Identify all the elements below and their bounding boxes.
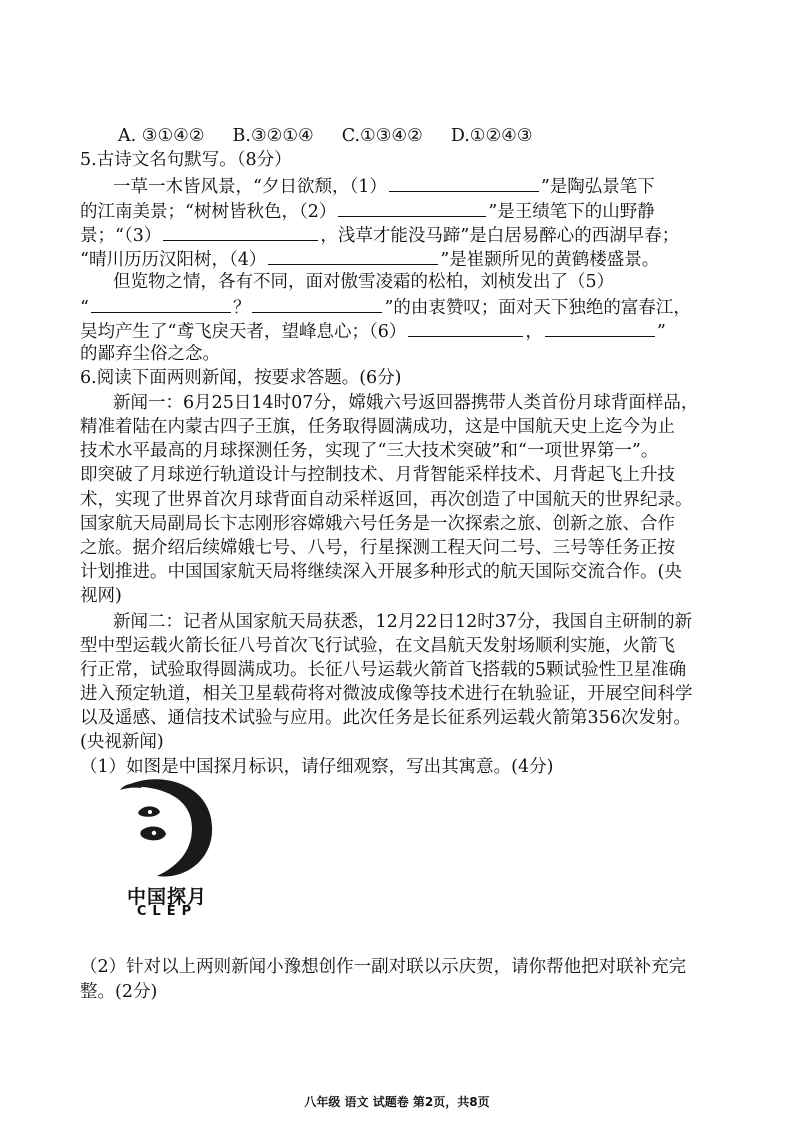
- q5-line8: 的鄙弃尘俗之念。: [80, 344, 220, 364]
- q6-title: 6.阅读下面两则新闻，按要求答题。(6分): [80, 368, 402, 388]
- page-footer: 八年级 语文 试题卷 第2页，共8页: [304, 1095, 490, 1109]
- q4-option-a: A. ③①④②: [118, 126, 205, 146]
- q5-title: 5.古诗文名句默写。（8分）: [80, 150, 292, 170]
- news1-line: 术，实现了世界首次月球背面自动采样返回，再次创造了中国航天的世界纪录。: [80, 490, 693, 510]
- answer-blank-5a[interactable]: [91, 294, 231, 313]
- news1-line: 视网): [80, 586, 122, 606]
- q5-line6: “ ？ ”的由衷赞叹；面对天下独绝的富春江，: [80, 294, 730, 320]
- answer-blank-6a[interactable]: [408, 318, 523, 337]
- q6-sub2-line2: 整。(2分): [80, 982, 158, 1002]
- news1-line: 计划推进。中国国家航天局将继续深入开展多种形式的航天国际交流合作。(央: [80, 562, 682, 582]
- news1-line: 即突破了月球逆行轨道设计与控制技术、月背智能采样技术、月背起飞上升技: [80, 465, 675, 485]
- answer-blank-5b[interactable]: [252, 294, 382, 313]
- moon-calligraphy-icon: [112, 776, 222, 882]
- q5-line4: “晴川历历汉阳树，（4） ”是崔颢所见的黄鹤楼盛景。: [80, 246, 730, 272]
- news1-line: 技术水平最高的月球探测任务，实现了“三大技术突破”和“一项世界第一”。: [80, 441, 659, 461]
- q6-sub1: （1）如图是中国探月标识，请仔细观察，写出其寓意。(4分): [80, 757, 554, 777]
- answer-blank-1[interactable]: [389, 173, 539, 192]
- q4-option-c: C.①③④②: [341, 126, 423, 146]
- news2-line: 型中型运载火箭长征八号首次飞行试验，在文昌航天发射场顺利实施，火箭飞: [80, 636, 675, 656]
- news1-line: 精准着陆在内蒙古四子王旗，任务取得圆满成功，这是中国航天史上迄今为止: [80, 417, 675, 437]
- news2-line: 新闻二：记者从国家航天局获悉，12月22日12时37分，我国自主研制的新: [113, 612, 693, 632]
- clep-logo: [112, 776, 222, 922]
- answer-blank-2[interactable]: [338, 198, 486, 217]
- news2-line: 进入预定轨道，相关卫星载荷将对微波成像等技术进行在轨验证，开展空间科学: [80, 684, 693, 704]
- q5-line3: 景；“（3） ，浅草才能没马蹄”是白居易醉心的西湖早春；: [80, 222, 730, 248]
- answer-blank-3[interactable]: [163, 222, 318, 241]
- news1-line: 新闻一：6月25日14时07分，嫦娥六号返回器携带人类首份月球背面样品，: [113, 393, 699, 413]
- news1-line: 国家航天局副局长卞志刚形容嫦娥六号任务是一次探索之旅、创新之旅、合作: [80, 514, 675, 534]
- q5-line2: 的江南美景；“树树皆秋色，（2） ”是王绩笔下的山野静: [80, 198, 730, 224]
- logo-chinese-text: 中国探月: [126, 886, 207, 908]
- news2-line: 以及遥感、通信技术试验与应用。此次任务是长征系列运载火箭第356次发射。: [80, 708, 691, 728]
- q5-line1: 一草一木皆风景，“夕日欲颓，（1） ”是陶弘景笔下: [113, 173, 763, 199]
- q4-option-b: B.③②①④: [232, 126, 314, 146]
- q6-sub2-line1: （2）针对以上两则新闻小豫想创作一副对联以示庆贺，请你帮他把对联补充完: [80, 957, 687, 977]
- news2-line: 行正常，试验取得圆满成功。长征八号运载火箭首飞搭载的5颗试验性卫星准确: [80, 660, 687, 680]
- q5-line5: 但览物之情，各有不同，面对傲雪凌霜的松柏，刘桢发出了（5）: [113, 272, 615, 292]
- q5-line7: 吴均产生了“鸢飞戾天者，望峰息心；（6） ， ”: [80, 318, 730, 344]
- news1-line: 之旅。据介绍后续嫦娥七号、八号，行星探测工程天问二号、三号等任务正按: [80, 538, 675, 558]
- news2-line: (央视新闻): [80, 732, 164, 752]
- q4-options: [118, 124, 768, 148]
- q4-option-d: D.①②④③: [450, 126, 533, 146]
- logo-english-text: CLEP: [136, 904, 198, 919]
- answer-blank-4[interactable]: [268, 246, 438, 265]
- answer-blank-6b[interactable]: [545, 318, 655, 337]
